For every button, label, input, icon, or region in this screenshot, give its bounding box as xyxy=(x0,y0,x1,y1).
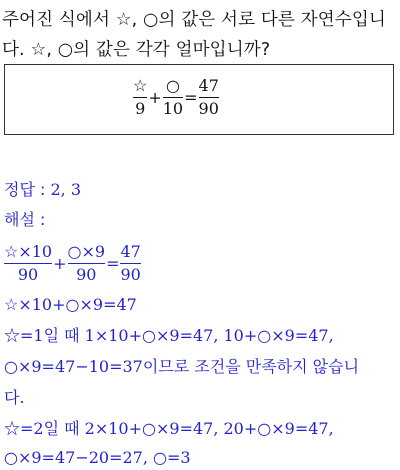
question-line-1: 주어진 식에서 ☆, ○의 값은 서로 다른 자연수입니 xyxy=(2,10,386,30)
fraction-47-over-90 xyxy=(199,75,219,120)
fraction-numerator: ○ xyxy=(165,76,180,95)
plus-sign: + xyxy=(53,254,67,273)
fraction-denominator: 90 xyxy=(17,265,39,284)
fraction-numerator: ☆ xyxy=(133,76,148,95)
fraction-numerator: ○×9 xyxy=(67,242,106,261)
fraction-denominator: 9 xyxy=(135,99,146,118)
equals-sign: = xyxy=(184,88,198,107)
solution-line-2: ☆=1일 때 1×10+○×9=47, 10+○×9=47, xyxy=(4,326,334,345)
solution-line-4: 다. xyxy=(4,388,25,407)
equation-box xyxy=(4,64,394,135)
fraction-star-over-9 xyxy=(133,75,147,120)
fraction-denominator: 90 xyxy=(76,265,97,284)
fraction-star-times-10-over-90 xyxy=(4,241,52,286)
question-text xyxy=(2,5,396,65)
solution-line-5: ☆=2일 때 2×10+○×9=47, 20+○×9=47, xyxy=(4,419,334,438)
question-line-2: 다. ☆, ○의 값은 각각 얼마입니까? xyxy=(2,40,271,60)
solution-line-1: ☆×10+○×9=47 xyxy=(4,295,137,314)
fraction-denominator: 10 xyxy=(162,99,184,118)
fraction-numerator: 47 xyxy=(198,76,219,95)
answer-label: 정답 : xyxy=(4,180,51,199)
given-equation xyxy=(133,75,219,127)
solution-equation xyxy=(4,241,141,291)
fraction-47-over-90 xyxy=(120,241,140,286)
fraction-circle-times-9-over-90 xyxy=(68,241,106,286)
fraction-denominator: 90 xyxy=(198,99,219,118)
plus-sign: + xyxy=(148,88,162,107)
fraction-circle-over-10 xyxy=(163,75,183,120)
equals-sign: = xyxy=(106,254,120,273)
answer-line xyxy=(4,178,398,202)
solution-line-3: ○×9=47−10=37이므로 조건을 만족하지 않습니 xyxy=(4,357,360,376)
solution-line-6: ○×9=47−20=27, ○=3 xyxy=(4,448,191,467)
answer-value: 2, 3 xyxy=(50,180,82,199)
fraction-numerator: ☆×10 xyxy=(4,242,53,261)
solution-title: 해설 : xyxy=(4,210,46,229)
fraction-numerator: 47 xyxy=(120,242,141,261)
fraction-denominator: 90 xyxy=(120,265,141,284)
